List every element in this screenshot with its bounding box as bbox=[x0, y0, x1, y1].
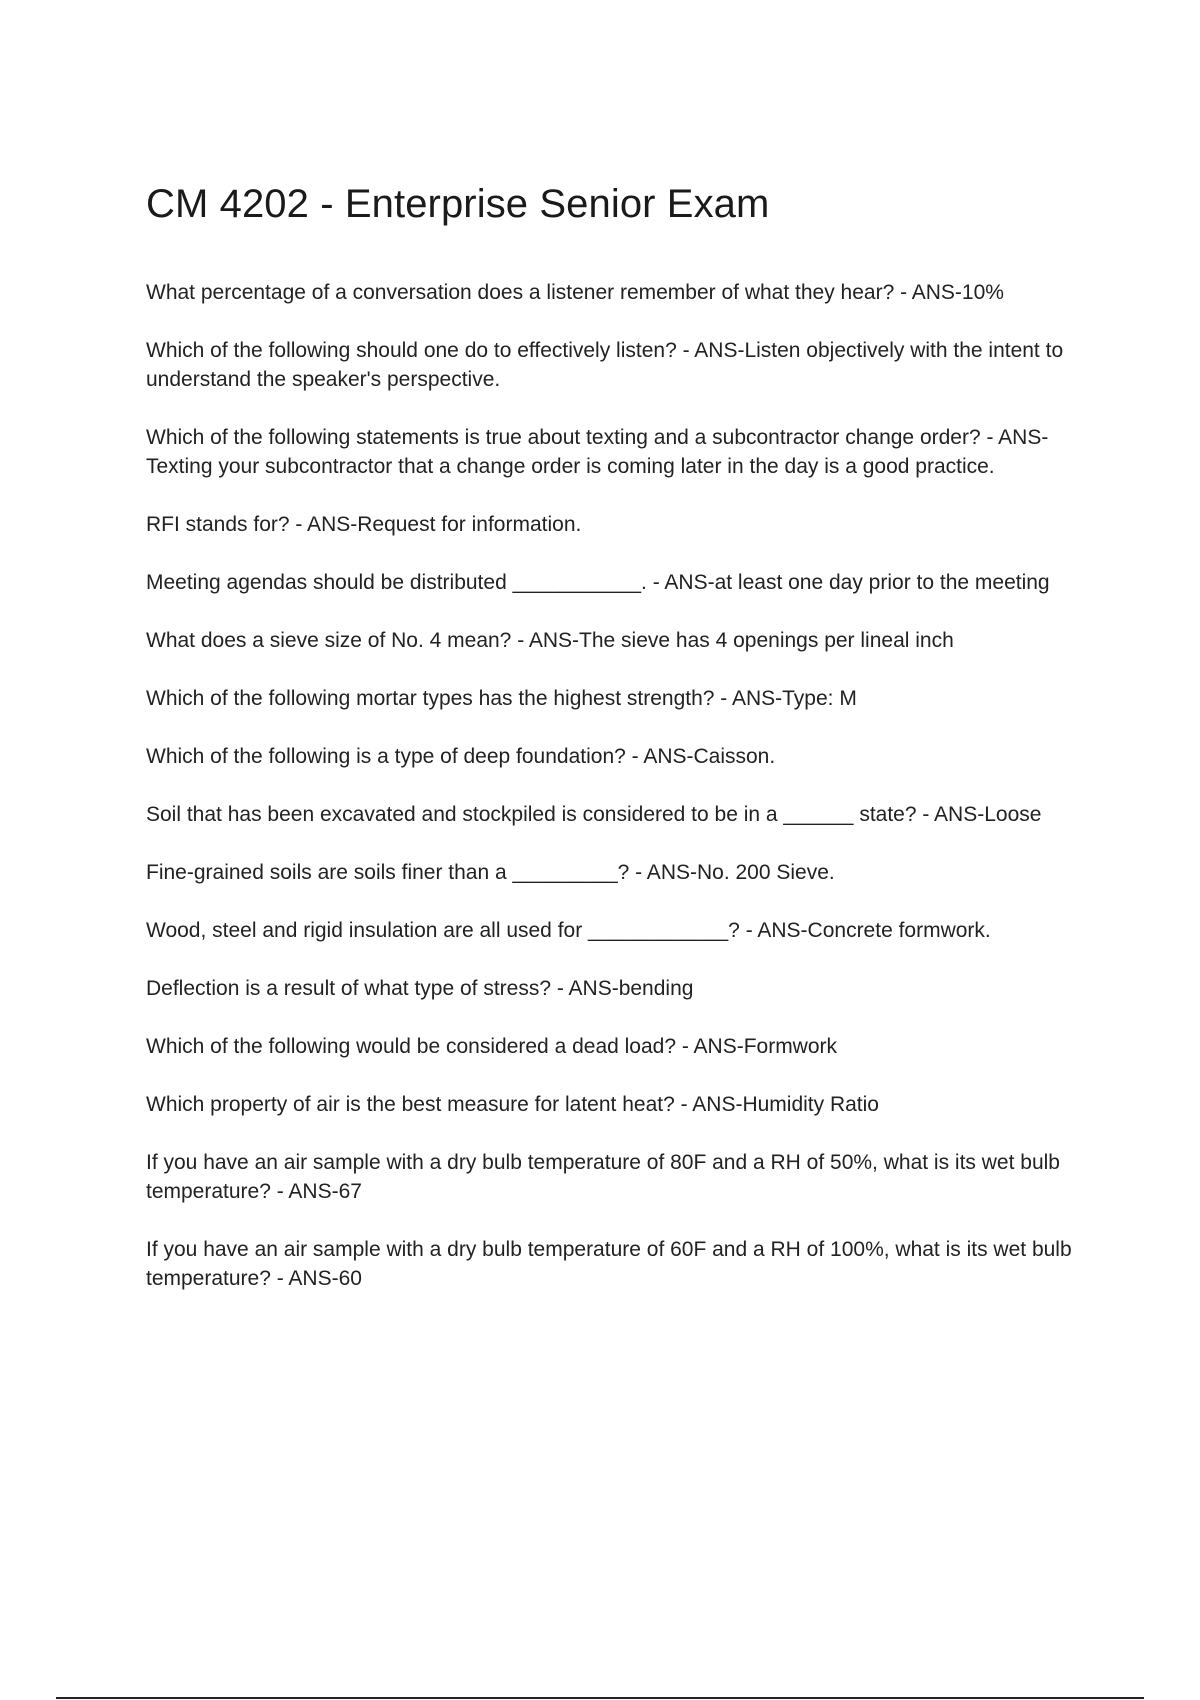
qa-item: Deflection is a result of what type of stress? - ANS-bending bbox=[146, 977, 694, 1000]
qa-item: What percentage of a conversation does a listener remember of what they hear? - ANS-10% bbox=[146, 281, 1004, 304]
qa-item: Soil that has been excavated and stockpiled is considered to be in a ______ state? - ANS-Loose bbox=[146, 803, 1042, 826]
page-bottom-divider bbox=[56, 1697, 1144, 1699]
question-answer-list bbox=[146, 278, 1086, 1322]
qa-item: RFI stands for? - ANS-Request for information. bbox=[146, 513, 582, 536]
qa-item: Which of the following statements is true about texting and a subcontractor change order? - ANS-Texting your subcontractor that a change order is coming later in the day is a good practice. bbox=[146, 426, 1049, 478]
qa-item: Fine-grained soils are soils finer than a _________? - ANS-No. 200 Sieve. bbox=[146, 861, 835, 884]
qa-item: Wood, steel and rigid insulation are all used for ____________? - ANS-Concrete formwork. bbox=[146, 919, 991, 942]
qa-item: Which of the following should one do to effectively listen? - ANS-Listen objectively with the intent to understand the speaker's perspective. bbox=[146, 339, 1064, 391]
qa-item: Meeting agendas should be distributed ___________. - ANS-at least one day prior to the meeting bbox=[146, 571, 1050, 594]
qa-item: Which of the following would be considered a dead load? - ANS-Formwork bbox=[146, 1035, 838, 1058]
qa-item: Which of the following mortar types has the highest strength? - ANS-Type: M bbox=[146, 687, 857, 710]
qa-item: Which of the following is a type of deep foundation? - ANS-Caisson. bbox=[146, 745, 776, 768]
page-title: CM 4202 - Enterprise Senior Exam bbox=[146, 182, 770, 226]
qa-item: If you have an air sample with a dry bulb temperature of 60F and a RH of 100%, what is its wet bulb temperature? - ANS-60 bbox=[146, 1238, 1072, 1290]
qa-item: If you have an air sample with a dry bulb temperature of 80F and a RH of 50%, what is its wet bulb temperature? - ANS-67 bbox=[146, 1151, 1060, 1203]
qa-item: Which property of air is the best measure for latent heat? - ANS-Humidity Ratio bbox=[146, 1093, 879, 1116]
qa-item: What does a sieve size of No. 4 mean? - ANS-The sieve has 4 openings per lineal inch bbox=[146, 629, 954, 652]
